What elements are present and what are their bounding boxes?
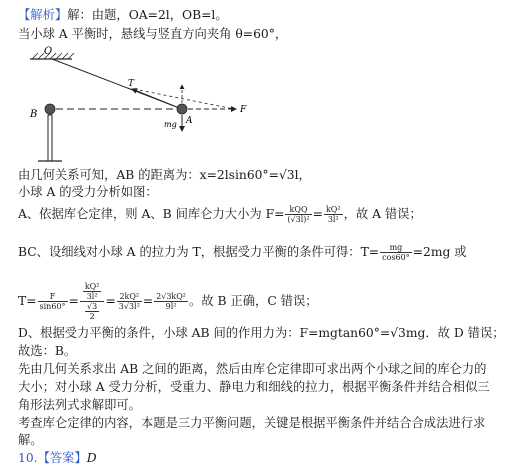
label-t: T — [128, 79, 135, 89]
label-a: A — [186, 116, 193, 126]
line-3: 由几何关系可知，AB 的距离为：x=2lsin60°=√3l， — [18, 168, 311, 182]
formula-frac-4: $\frac{F}{\sin 60^\circ}$ — [39, 292, 66, 311]
label-o: O — [44, 46, 53, 57]
line-13: 考查库仑定律的内容，本题是三力平衡问题，关键是根据平衡条件并结合合成法进行求 — [18, 416, 486, 430]
line-14: 解。 — [18, 433, 43, 447]
label-f: F — [240, 105, 247, 115]
formula-frac-5: $\frac{\text{2kQ²}}{\text{3√3l²}}$ — [118, 292, 140, 311]
formula-frac-2: $\frac{\text{kQ²}}{\text{3l²}}$ — [325, 205, 341, 224]
answer-value: D — [86, 451, 97, 465]
line-8: D、根据受力平衡的条件，小球 AB 间的作用力为：F=mgtan60°=√3mg．故 D 错误； — [18, 326, 505, 340]
line-1 — [18, 8, 228, 23]
ball-a — [177, 104, 187, 114]
label-mg: mg — [164, 120, 177, 129]
answer-tag: 【答案】 — [37, 451, 87, 465]
formula-frac-6: $\frac{\text{2√3kQ²}}{\text{9l²}}$ — [156, 292, 187, 311]
line-9: 故选：B。 — [18, 344, 77, 358]
line-11: 大小；对小球 A 受力分析，受重力、静电力和细线的拉力，根据平衡条件并结合相似三 — [18, 380, 490, 394]
analysis-tag: 【解析】 — [18, 8, 68, 22]
tension-t-arrow — [132, 89, 174, 106]
line-6: BC、设细线对小球 A 的拉力为 T，根据受力平衡的条件可得：T= $\frac{mg}{\cos 60^\circ}$ =2mg 或 — [18, 243, 467, 262]
ball-b — [45, 104, 55, 114]
line-15 — [18, 451, 97, 466]
given-text: 解：由题，OA=2l，OB=l。 — [67, 8, 228, 22]
support-stand — [38, 115, 62, 161]
formula-nested-frac: $\frac{\frac{\text{kQ²}}{\text{3l²}}}{\frac{√3}{2}}$ — [80, 282, 105, 321]
formula-frac-3: $\frac{mg}{\cos 60^\circ}$ — [382, 243, 410, 262]
line-5: A、依据库仑定律，则 A、B 间库仑力大小为 F= $\frac{\text{kQQ}}{\text{(√3l)²}}$ = $\frac{\text{kQ²}}{\text{3l²}}$ ，故 A 错误； — [18, 205, 422, 224]
line-12: 角形法列式求解即可。 — [18, 398, 141, 412]
question-number: 10. — [18, 451, 38, 465]
force-diagram — [14, 45, 264, 165]
line-7: T= $\frac{F}{\sin 60^\circ}$ = $\frac{\frac{\text{kQ²}}{\text{3l²}}}{\frac{√3}{2}}$ = $\frac{\text{2kQ²}}{\text{3√3l²}}$ = $\frac{\text{2√3kQ²}}{\text{9l²}}$ 。故 B 正确，C 错误； — [18, 282, 318, 321]
line-4: 小球 A 的受力分析如图： — [18, 185, 158, 199]
line-10: 先由几何关系求出 AB 之间的距离，然后由库仑定律即可求出两个小球之间的库仑力的 — [18, 362, 487, 376]
line-2: 当小球 A 平衡时，悬线与竖直方向夹角 θ=60°， — [18, 27, 288, 41]
formula-frac-1: $\frac{\text{kQQ}}{\text{(√3l)²}}$ — [287, 205, 310, 224]
label-b: B — [30, 109, 38, 120]
